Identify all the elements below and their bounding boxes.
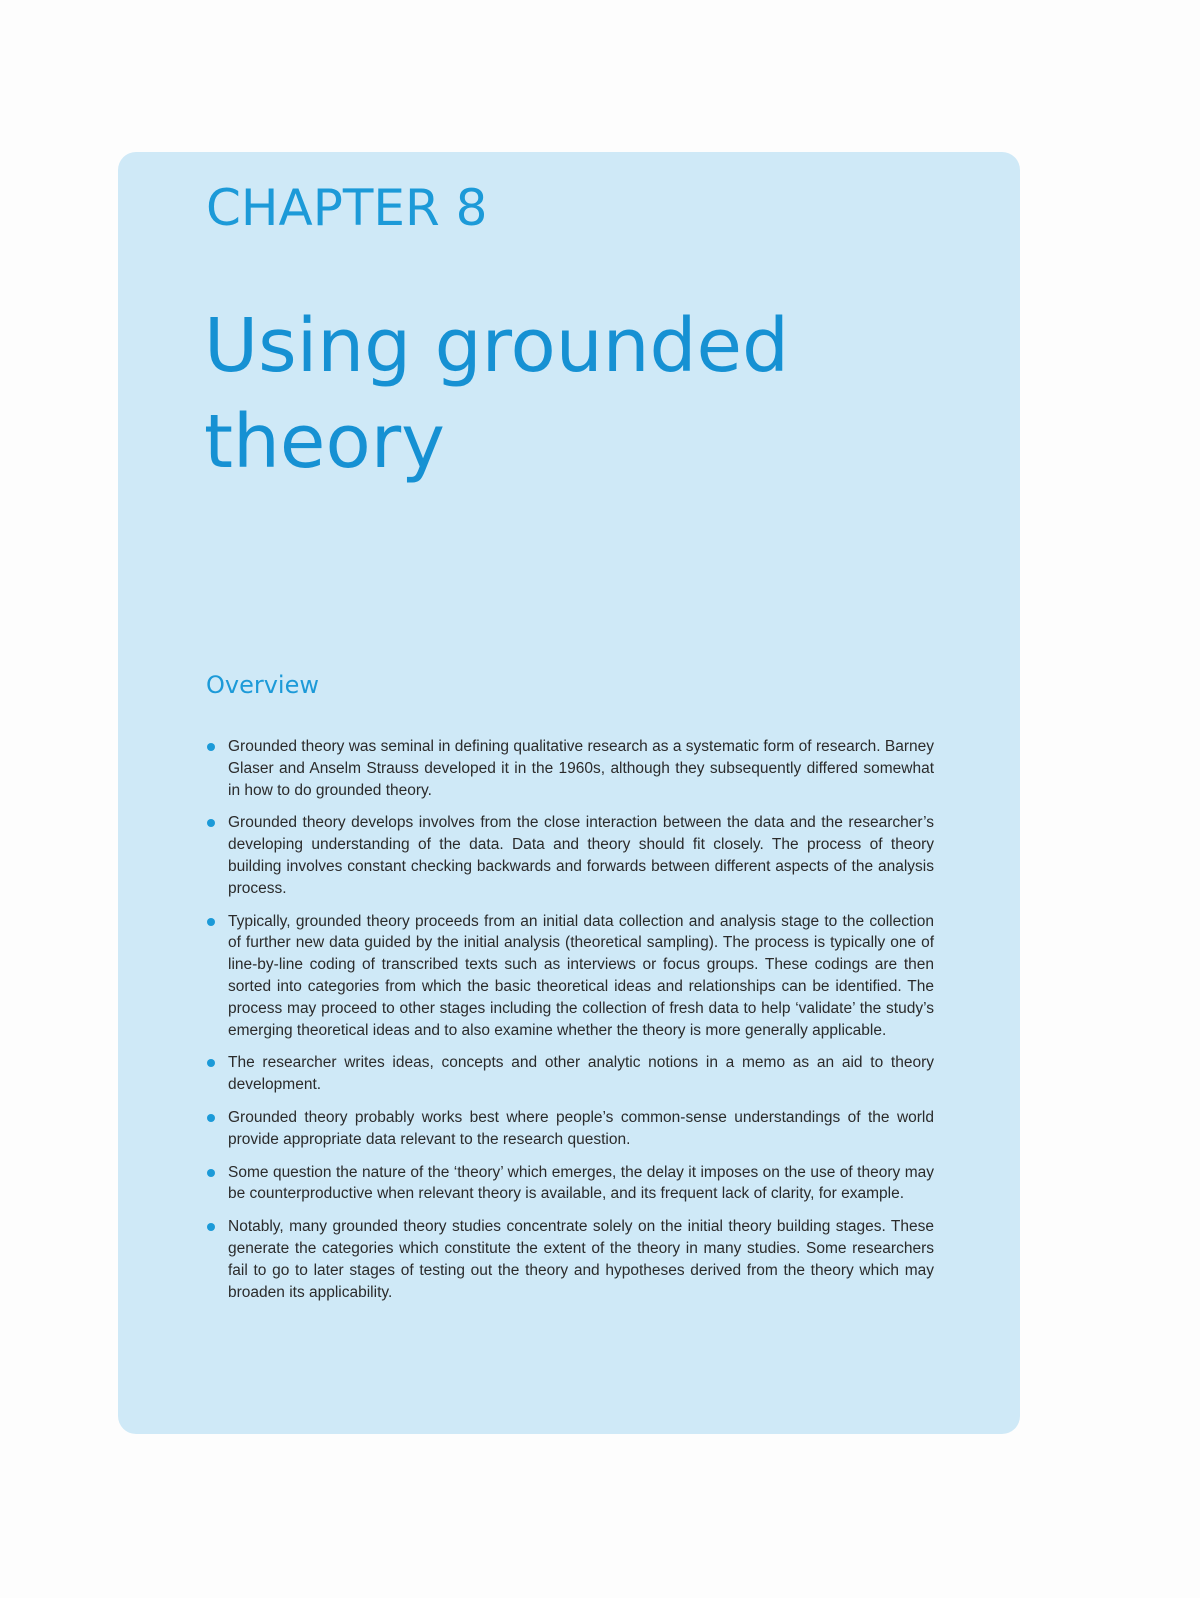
bullet-dot-icon <box>207 819 215 827</box>
bullet-text: Grounded theory develops involves from the close interaction between the data and the researcher’s developing understanding of the data. Data and theory should fit closely. The process of theory building involves constant checking backwards and forwards between different aspects of the analysis process. <box>228 814 934 897</box>
overview-heading: Overview <box>206 671 319 699</box>
chapter-title: Using grounded theory <box>204 303 789 485</box>
bullet-dot-icon <box>207 1114 215 1122</box>
list-item <box>206 1216 934 1303</box>
bullet-dot-icon <box>207 743 215 751</box>
bullet-text: Typically, grounded theory proceeds from an initial data collection and analysis stage to the collection of further new data guided by the initial analysis (theoretical sampling). The process is typically one of line-by-line coding of transcribed texts such as interviews or focus groups. These codings are then sorted into categories from which the basic theoretical ideas and relationships can be identified. The process may proceed to other stages including the collection of fresh data to help ‘validate’ the study’s emerging theoretical ideas and to also examine whether the theory is more generally applicable. <box>228 912 934 1039</box>
list-item <box>206 1107 934 1151</box>
list-item <box>206 736 934 801</box>
bullet-dot-icon <box>207 1223 215 1231</box>
list-item <box>206 911 934 1042</box>
bullet-text: Grounded theory was seminal in defining qualitative research as a systematic form of research. Barney Glaser and Anselm Strauss developed it in the 1960s, although they subsequently differed somewhat in how to do grounded theory. <box>228 738 934 799</box>
bullet-dot-icon <box>207 1169 215 1177</box>
list-item <box>206 1162 934 1206</box>
chapter-label: CHAPTER 8 <box>206 179 488 237</box>
bullet-text: Some question the nature of the ‘theory’ which emerges, the delay it imposes on the use of theory may be counterproductive when relevant theory is available, and its frequent lack of clarity, for example. <box>228 1163 934 1203</box>
list-item <box>206 812 934 899</box>
bullet-dot-icon <box>207 918 215 926</box>
bullet-text: The researcher writes ideas, concepts and other analytic notions in a memo as an aid to theory development. <box>228 1054 934 1094</box>
bullet-text: Notably, many grounded theory studies concentrate solely on the initial theory building stages. These generate the categories which constitute the extent of the theory in many studies. Some researchers fail to go to later stages of testing out the theory and hypotheses derived from the theory which may broaden its applicability. <box>228 1218 934 1301</box>
bullet-dot-icon <box>207 1059 215 1067</box>
overview-bullet-list <box>206 736 934 1314</box>
bullet-text: Grounded theory probably works best where people’s common-sense understandings of the world provide appropriate data relevant to the research question. <box>228 1108 934 1148</box>
list-item <box>206 1052 934 1096</box>
